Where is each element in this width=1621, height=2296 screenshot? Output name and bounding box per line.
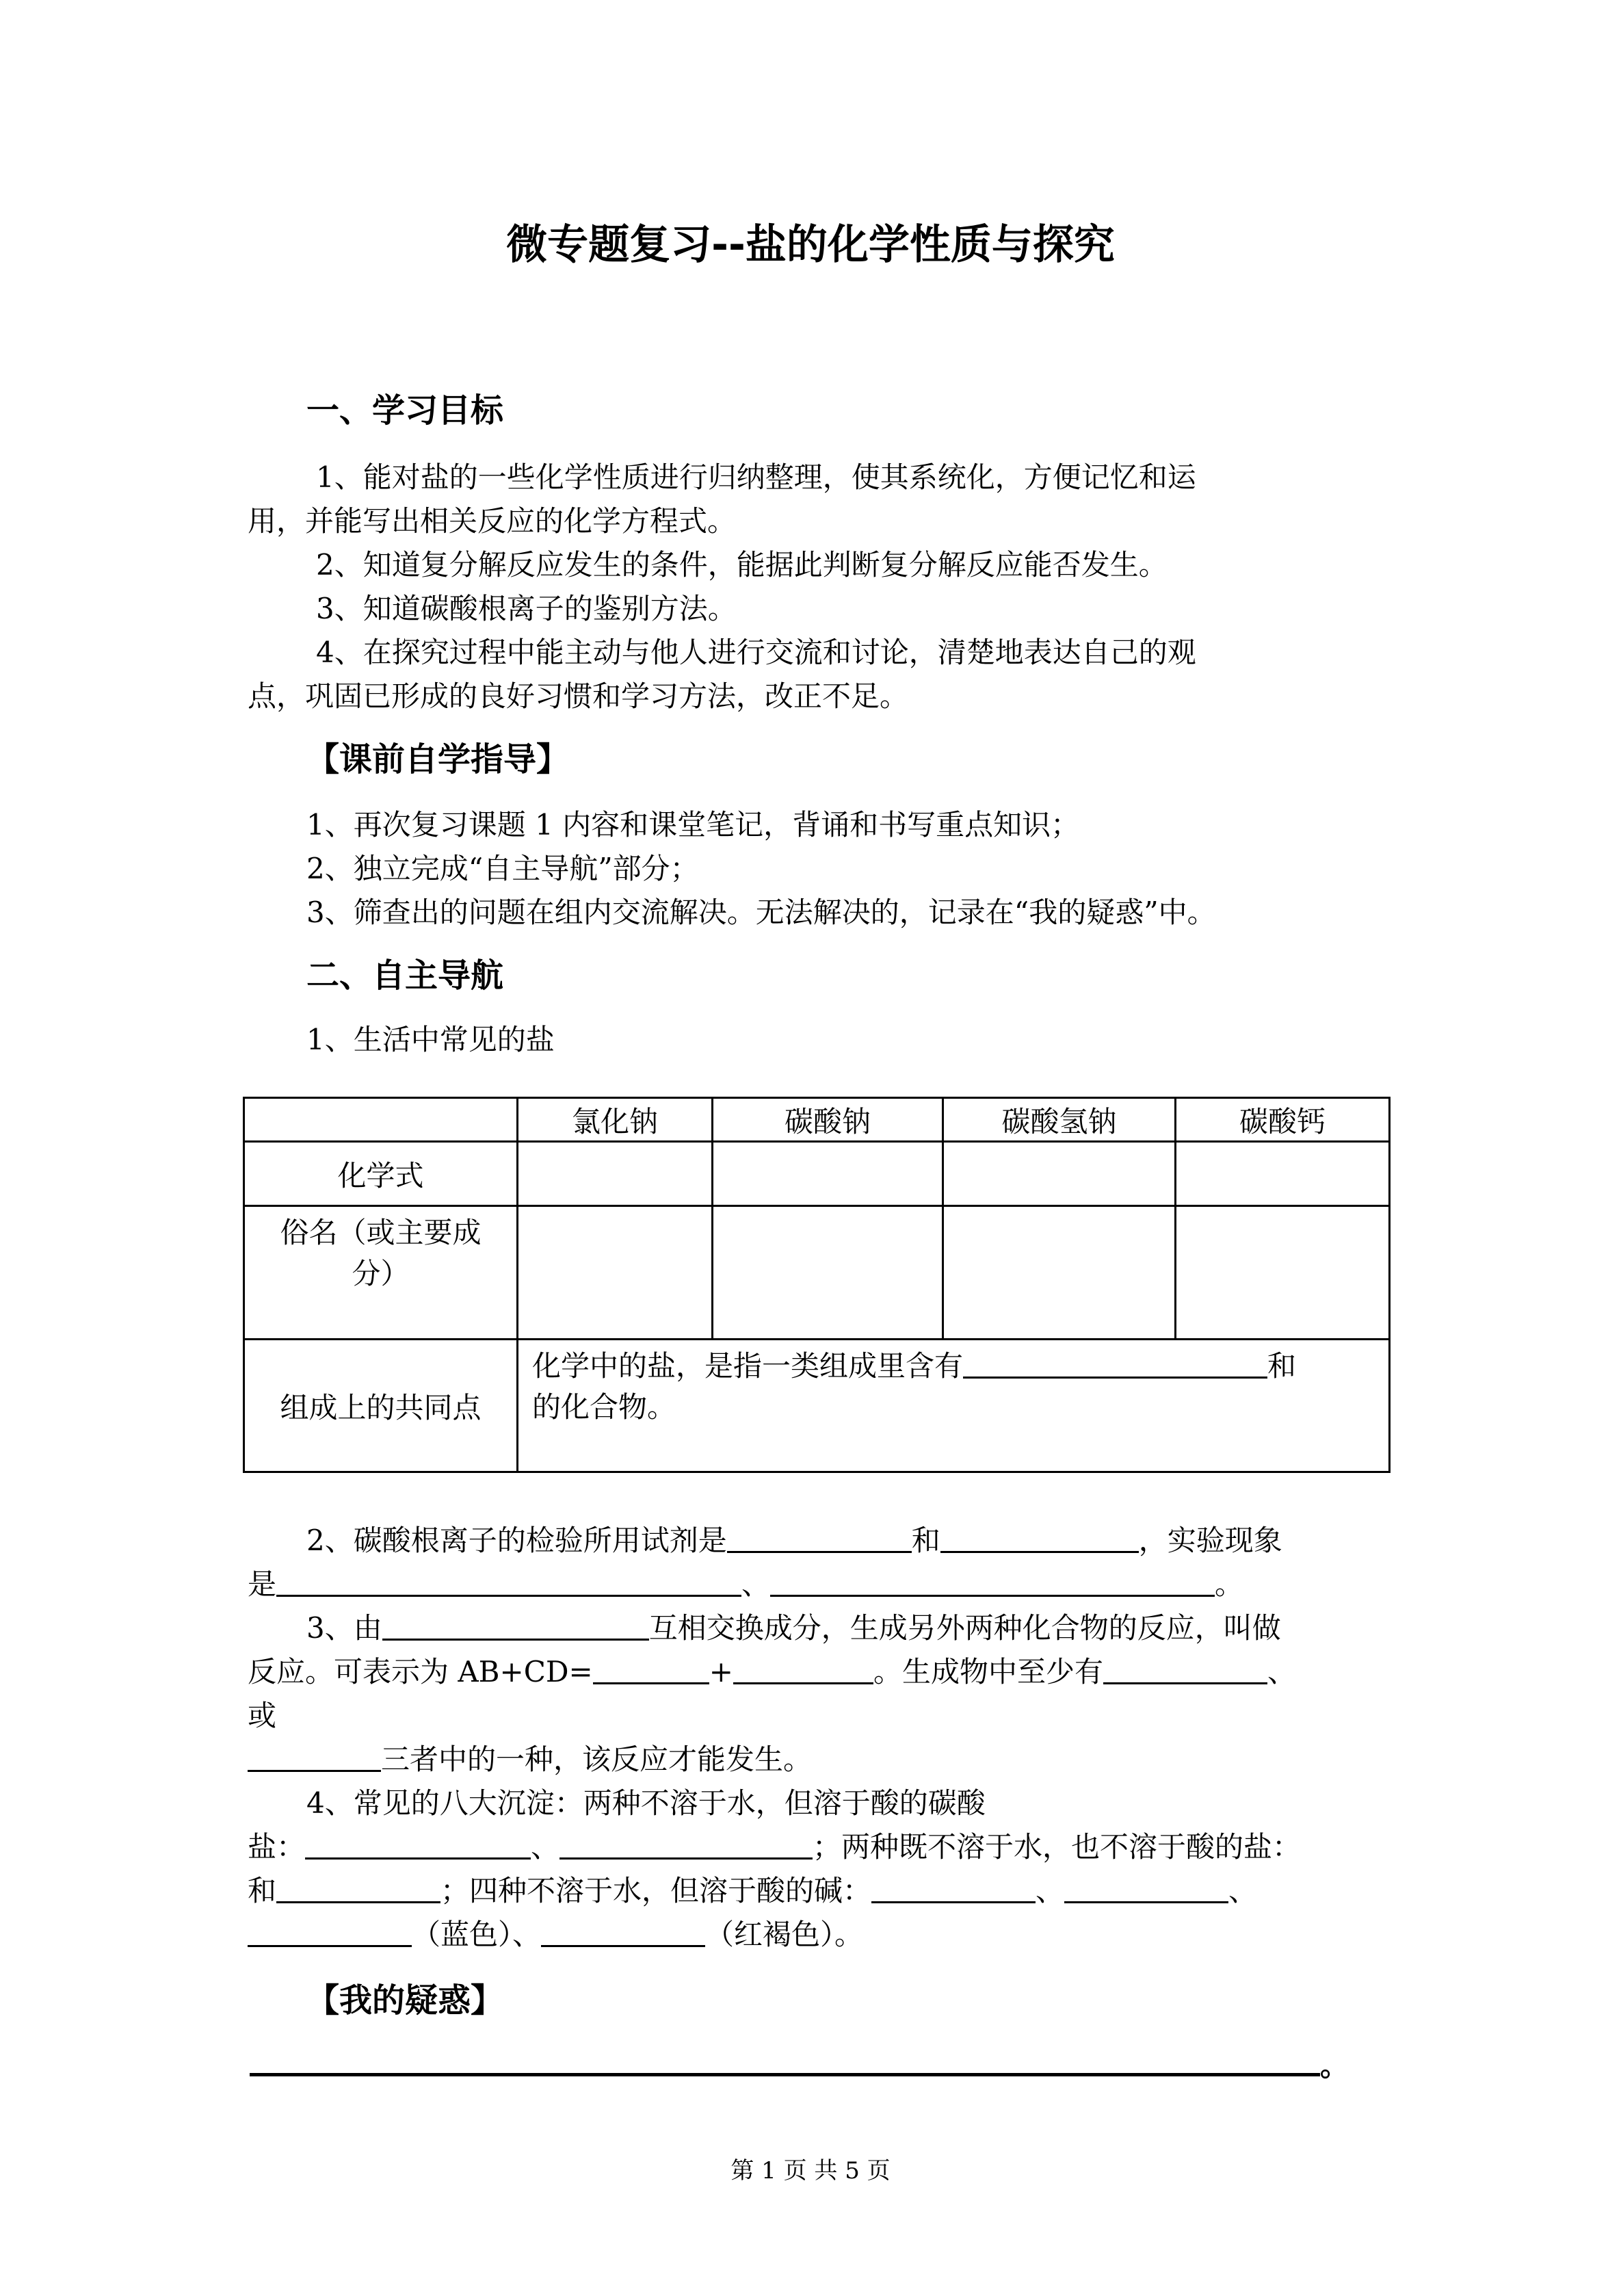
fill-blank[interactable] (1064, 1871, 1228, 1903)
question-3-line-1 (306, 1608, 1281, 1649)
subsection-label: 1、生活中常见的盐 (306, 1023, 555, 1056)
row-header-line: 分） (352, 1257, 410, 1290)
q4-text: ；四种不溶于水，但溶于酸的碱： (440, 1874, 872, 1907)
fill-blank[interactable] (276, 1565, 741, 1597)
guide-line: 3、筛查出的问题在组内交流解决。无法解决的，记录在“我的疑惑”中。 (306, 896, 1216, 929)
question-4-line-2 (248, 1827, 1301, 1868)
fill-blank[interactable] (593, 1652, 709, 1684)
salts-table (243, 1097, 1391, 1473)
fill-blank[interactable] (871, 1871, 1036, 1903)
table-cell (1176, 1142, 1390, 1206)
table-cell (244, 1098, 518, 1142)
guide-line: 1、再次复习课题 1 内容和课堂笔记，背诵和书写重点知识； (306, 808, 1080, 842)
q2-text: 和 (911, 1524, 940, 1557)
question-2-line-2 (248, 1564, 1243, 1605)
q3-text: 3、由 (306, 1611, 382, 1645)
q2-text: 2、碳酸根离子的检验所用试剂是 (306, 1524, 727, 1557)
page-title: 微专题复习--盐的化学性质与探究 (506, 221, 1115, 269)
doubt-end-mark: 。 (1320, 2049, 1349, 2083)
row-header-line: 俗名（或主要成 (280, 1216, 482, 1249)
objective-line: 3、知道碳酸根离子的鉴别方法。 (316, 592, 737, 625)
table-column-header: 碳酸氢钠 (943, 1098, 1176, 1142)
table-row-header: 组成上的共同点 (244, 1340, 518, 1472)
table-cell (713, 1142, 943, 1206)
fill-blank[interactable] (382, 1608, 649, 1641)
question-4-line-4 (248, 1914, 863, 1955)
table-row (244, 1142, 1390, 1206)
table-row (244, 1206, 1390, 1340)
objective-line: 2、知道复分解反应发生的条件，能据此判断复分解反应能否发生。 (316, 548, 1168, 582)
section-heading-doubt: 【我的疑惑】 (306, 1981, 504, 2020)
table-column-header: 氯化钠 (518, 1098, 713, 1142)
common-text: 化学中的盐，是指一类组成里含有 (532, 1349, 964, 1383)
q4-text: 、 (1228, 1874, 1258, 1907)
q4-text: 、 (1036, 1874, 1065, 1907)
fill-blank[interactable] (940, 1521, 1139, 1553)
question-3-line-4 (248, 1739, 812, 1780)
question-3-line-3: 或 (248, 1699, 277, 1732)
table-cell (518, 1142, 713, 1206)
section-heading-objectives: 一、学习目标 (306, 391, 504, 430)
fill-blank[interactable] (733, 1652, 873, 1684)
guide-line: 2、独立完成“自主导航”部分； (306, 852, 699, 885)
objective-line: 1、能对盐的一些化学性质进行归纳整理，使其系统化，方便记忆和运 (316, 460, 1196, 494)
q2-text: ，实验现象 (1138, 1524, 1282, 1557)
question-2-line-1 (306, 1520, 1282, 1561)
table-row (244, 1340, 1390, 1472)
fill-blank[interactable] (1103, 1652, 1267, 1684)
q4-text: （蓝色）、 (412, 1918, 542, 1951)
table-cell (943, 1142, 1176, 1206)
q3-text: 反应。可表示为 AB+CD= (248, 1655, 593, 1688)
question-3-line-2 (248, 1652, 1296, 1693)
objective-line: 用，并能写出相关反应的化学方程式。 (248, 504, 737, 538)
q4-text: 盐： (248, 1830, 306, 1864)
q4-text: （红褐色）。 (705, 1918, 864, 1951)
fill-blank[interactable] (305, 1827, 531, 1860)
fill-blank[interactable] (727, 1521, 912, 1553)
q3-text: + (709, 1655, 733, 1688)
table-header-row (244, 1098, 1390, 1142)
objective-line: 4、在探究过程中能主动与他人进行交流和讨论，清楚地表达自己的观 (316, 636, 1196, 669)
fill-blank[interactable] (559, 1827, 813, 1860)
q2-text: 。 (1215, 1567, 1244, 1601)
fill-blank[interactable] (276, 1871, 440, 1903)
fill-blank[interactable] (963, 1346, 1267, 1379)
common-text: 和 (1267, 1349, 1297, 1383)
q2-text: 、 (741, 1567, 771, 1601)
section-heading-navigation: 二、自主导航 (306, 956, 504, 995)
table-column-header: 碳酸钠 (713, 1098, 943, 1142)
table-row-header: 化学式 (244, 1142, 518, 1206)
page-footer: 第 1 页 共 5 页 (730, 2157, 891, 2184)
common-feature-cell (518, 1340, 1390, 1472)
doubt-answer-line[interactable] (250, 2073, 1320, 2076)
table-column-header: 碳酸钙 (1176, 1098, 1390, 1142)
table-cell (1176, 1206, 1390, 1340)
common-text: 的化合物。 (532, 1390, 676, 1424)
q3-text: 互相交换成分，生成另外两种化合物的反应，叫做 (648, 1611, 1281, 1645)
table-cell (943, 1206, 1176, 1340)
section-heading-guide: 【课前自学指导】 (306, 740, 570, 779)
fill-blank[interactable] (248, 1915, 412, 1947)
table-cell (713, 1206, 943, 1340)
fill-blank[interactable] (248, 1740, 381, 1772)
question-4-line-3 (248, 1870, 1257, 1912)
table-cell (518, 1206, 713, 1340)
q4-text: 、 (531, 1830, 560, 1864)
q3-text: 、 (1267, 1655, 1296, 1688)
q4-text: ；两种既不溶于水，也不溶于酸的盐： (813, 1830, 1302, 1864)
fill-blank[interactable] (541, 1915, 705, 1947)
q4-text: 和 (248, 1874, 277, 1907)
q2-text: 是 (248, 1567, 277, 1601)
table-row-header (244, 1206, 518, 1340)
q3-text: 。生成物中至少有 (873, 1655, 1103, 1688)
fill-blank[interactable] (770, 1565, 1215, 1597)
q3-text: 三者中的一种，该反应才能发生。 (381, 1743, 813, 1776)
objective-line: 点，巩固已形成的良好习惯和学习方法，改正不足。 (248, 679, 909, 713)
question-4-line-1: 4、常见的八大沉淀：两种不溶于水，但溶于酸的碳酸 (306, 1786, 986, 1820)
